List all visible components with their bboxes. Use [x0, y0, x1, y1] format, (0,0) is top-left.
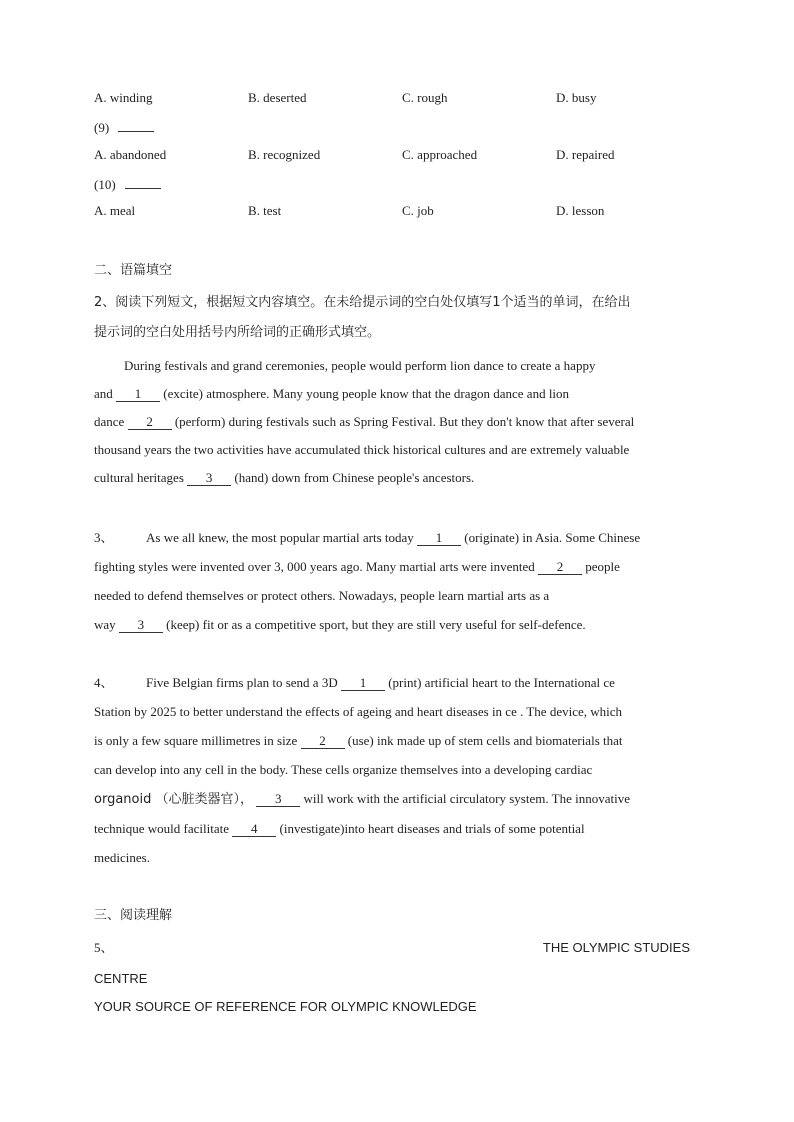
q4-text: Station by 2025 to better understand the effects of ageing and heart diseases in ce . The device, which — [94, 704, 623, 719]
section2-title: 二、语篇填空 — [94, 263, 173, 278]
q4-blank-2: 2 — [301, 733, 345, 749]
q4-blank-3: 3 — [256, 791, 300, 807]
q2-passage — [94, 352, 700, 492]
q4-text: (investigate)into heart diseases and trials of some potential — [279, 821, 585, 836]
q5-number: 5、 — [94, 940, 114, 955]
q10-options — [94, 203, 704, 223]
q3-blank-3: 3 — [119, 617, 163, 633]
q10-label-line — [94, 175, 161, 195]
q2-blank-1: 1 — [116, 386, 160, 402]
q4-text: can develop into any cell in the body. These cells organize themselves into a developing cardiac — [94, 762, 593, 777]
q2-instruction-line2: 提示词的空白处用括号内所给词的正确形式填空。 — [94, 325, 381, 340]
section3-title: 三、阅读理解 — [94, 908, 173, 923]
q9-option-a: A. abandoned — [94, 147, 167, 162]
q2-blank-3: 3 — [187, 470, 231, 486]
q2-text-line1: During festivals and grand ceremonies, people would perform lion dance to create a happy — [124, 358, 596, 373]
q2-text: (hand) down from Chinese people's ancestors. — [234, 470, 475, 485]
q5-title: THE OLYMPIC STUDIES — [542, 940, 690, 955]
q8-option-a: A. winding — [94, 90, 153, 105]
q10-option-d: D. lesson — [556, 203, 605, 218]
q8-option-b: B. deserted — [248, 90, 307, 105]
q3-text: people — [585, 559, 620, 574]
q4-text: medicines. — [94, 850, 150, 865]
q3-text: As we all knew, the most popular martial arts today — [146, 530, 414, 545]
q3-text: needed to defend themselves or protect others. Nowadays, people learn martial arts as a — [94, 588, 550, 603]
q4-blank-1: 1 — [341, 675, 385, 691]
q4-text: (print) artificial heart to the International ce — [388, 675, 615, 690]
q4-text: Five Belgian firms plan to send a 3D — [146, 675, 338, 690]
q2-text: thousand years the two activities have accumulated thick historical cultures and are extremely valuable — [94, 442, 630, 457]
q9-label: (9) — [94, 120, 110, 135]
q10-option-c: C. job — [402, 203, 434, 218]
q3-text: (keep) fit or as a competitive sport, but they are still very useful for self-defence. — [166, 617, 586, 632]
q4-text: will work with the artificial circulatory system. The innovative — [303, 791, 630, 806]
q8-option-d: D. busy — [556, 90, 597, 105]
q9-options — [94, 147, 704, 167]
q3-number: 3、 — [94, 530, 114, 545]
q9-option-b: B. recognized — [248, 147, 321, 162]
q8-options — [94, 90, 704, 110]
q9-option-d: D. repaired — [556, 147, 615, 162]
q3-passage — [94, 523, 700, 639]
q2-text: cultural heritages — [94, 470, 184, 485]
q3-blank-2: 2 — [538, 559, 582, 575]
q4-number: 4、 — [94, 675, 114, 690]
q10-option-b: B. test — [248, 203, 282, 218]
q10-option-a: A. meal — [94, 203, 136, 218]
q5-title-continued: CENTRE — [94, 971, 148, 986]
q2-text: (perform) during festivals such as Spring Festival. But they don't know that after several — [174, 414, 635, 429]
q2-text: (excite) atmosphere. Many young people know that the dragon dance and lion — [163, 386, 570, 401]
q2-blank-2: 2 — [128, 414, 172, 430]
q9-option-c: C. approached — [402, 147, 478, 162]
q4-text: (use) ink made up of stem cells and biomaterials that — [347, 733, 623, 748]
q4-blank-4: 4 — [232, 821, 276, 837]
q8-option-c: C. rough — [402, 90, 448, 105]
q2-text: dance — [94, 414, 125, 429]
q10-label: (10) — [94, 177, 116, 192]
q10-answer-blank — [125, 188, 161, 189]
q4-text: technique would facilitate — [94, 821, 230, 836]
q5-subtitle: YOUR SOURCE OF REFERENCE FOR OLYMPIC KNOWLEDGE — [94, 999, 477, 1014]
q4-text: organoid （心脏类器官）， — [94, 792, 253, 807]
q4-passage — [94, 668, 700, 872]
q3-text: way — [94, 617, 116, 632]
q3-text: (originate) in Asia. Some Chinese — [464, 530, 641, 545]
q3-blank-1: 1 — [417, 530, 461, 546]
q2-instruction-line1: 2、阅读下列短文，根据短文内容填空。在未给提示词的空白处仅填写1个适当的单词，在给出 — [94, 295, 631, 310]
q9-answer-blank — [118, 131, 154, 132]
q2-text: and — [94, 386, 113, 401]
q4-text: is only a few square millimetres in size — [94, 733, 298, 748]
q9-label-line — [94, 118, 154, 138]
q3-text: fighting styles were invented over 3, 000 years ago. Many martial arts were invented — [94, 559, 535, 574]
